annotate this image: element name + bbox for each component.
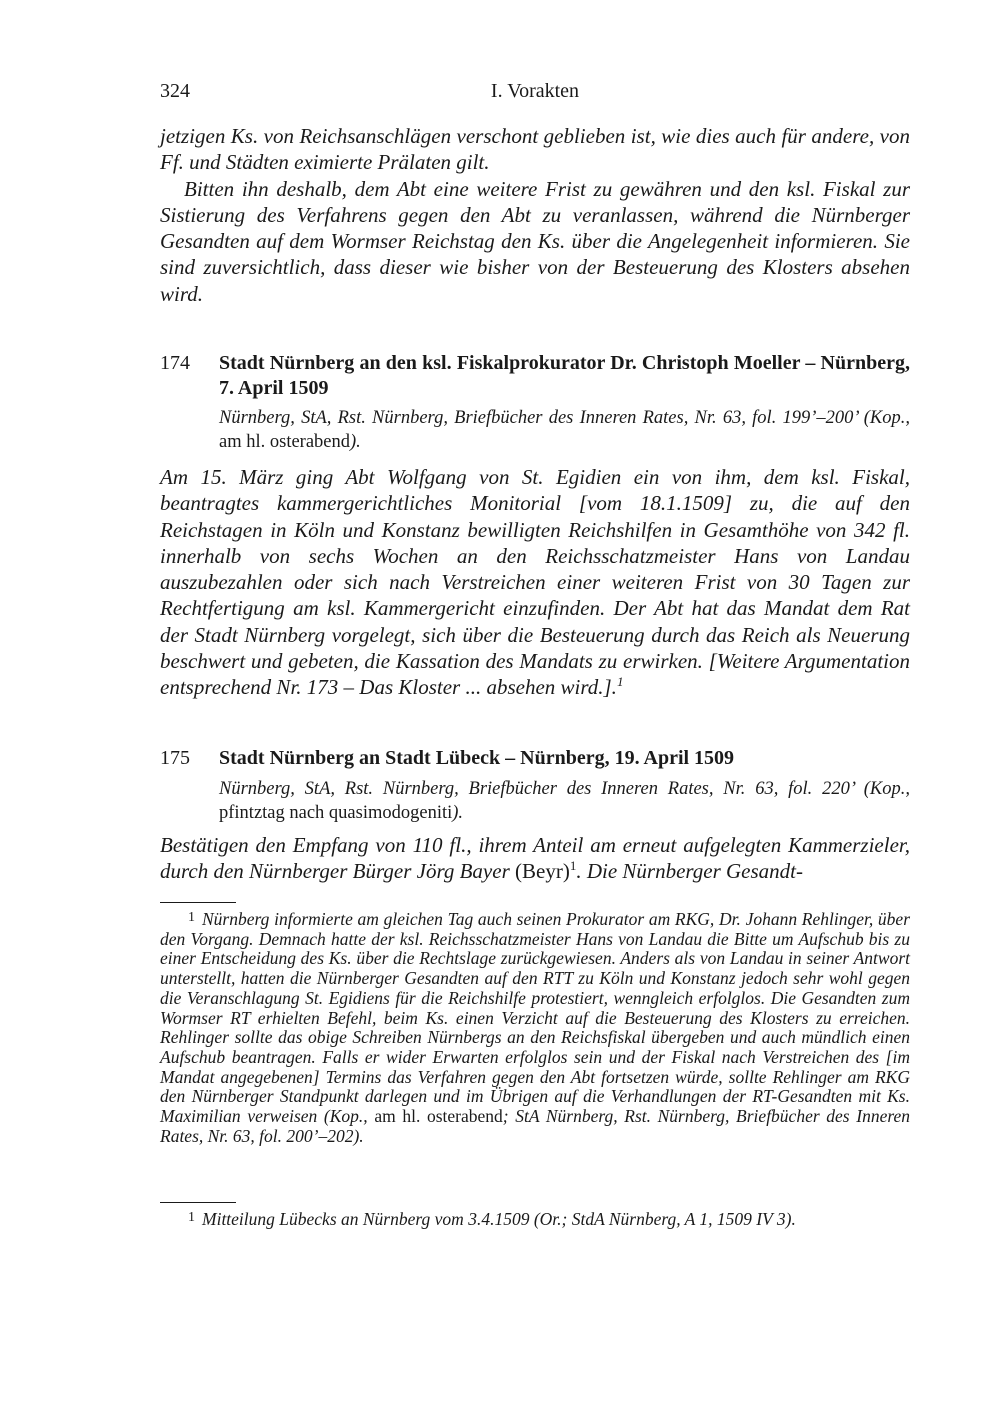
entry-174-source-date: am hl. osterabend xyxy=(219,432,350,452)
page-header xyxy=(160,80,910,108)
entry-174-source-archive: Nürnberg, StA, Rst. Nürnberg, Briefbücher des Inneren Rates, Nr. 63, fol. 199’–200’ (Kop., xyxy=(219,408,910,428)
entry-175-text xyxy=(160,832,910,885)
entry-175-summary xyxy=(160,832,910,885)
footnote-175 xyxy=(160,1208,910,1230)
entry-174-source xyxy=(219,406,910,454)
entry-174-number: 174 xyxy=(160,352,190,374)
footnote-ref-174: 1 xyxy=(616,674,624,690)
entry-174-text-body: Am 15. März ging Abt Wolfgang von St. Egidien ein von ihm, dem ksl. Fiskal, beantragtes kammergerichtliches Monitorial [vom 18.1.1509] zu, die auf den Reichstagen in Köln und Konstanz bewilligten Reichshilfen in Gesamthöhe von 342 fl. innerhalb von sechs Wochen an den Reichsschatzmeister Hans von Landau auszubezahlen oder sich nach Verstreichen einer weiteren Frist von 30 Tagen zur Rechtfertigung am ksl. Kammergericht einzufinden. Der Abt hat das Mandat dem Rat der Stadt Nürnberg vorgelegt, sich über die Besteuerung durch das Reich als Neuerung beschwert und gebeten, die Kassation des Mandats zu erwirken. [Weitere Argumentation entsprechend Nr. 173 – Das Kloster ... absehen wird.]. xyxy=(160,465,910,700)
entry-175-source-archive: Nürnberg, StA, Rst. Nürnberg, Briefbücher des Inneren Rates, Nr. 63, fol. 220’ (Kop., xyxy=(219,779,910,799)
page-number: 324 xyxy=(160,80,190,102)
entry-175-heading xyxy=(160,746,910,771)
entry-175-source xyxy=(219,777,910,825)
entry-175-source-date: pfintztag nach quasimodogeniti xyxy=(219,803,453,823)
running-title: I. Vorakten xyxy=(490,80,580,102)
footnote-174-text-b: ; StA Nürnberg, Rst. Nürnberg, Briefbücher des Inneren Rates, Nr. 63, fol. 200’–202). xyxy=(160,1106,911,1146)
footnote-174-text-a: Nürnberg informierte am gleichen Tag auch seinen Prokurator am RKG, Dr. Johann Rehlinger, über den Vorgang. Demnach hatte der ksl. Reichsschatzmeister Hans von Landau die Bitte um Aufschub bis zu einer Entscheidung des Ks. über die Rechtslage zurückgewiesen. Anders als von Landau in seiner Antwort unterstellt, hatten die Nürnberger Gesandten auf den RTT zu Köln und Konstanz jedoch sehr wohl gegen die Veranschlagung St. Egidiens für die Reichshilfe protestiert, wenngleich erfolglos. Die Gesandten zum Wormser RT erhielten Befehl, beim Ks. einen Verzicht auf die Besteuerung des Klosters zu erreichen. Rehlinger sollte das obige Schreiben Nürnbergs an den Reichsfiskal übergeben und auch mündlich einen Aufschub beantragen. Falls er wider Erwarten erfolglos sein und der Fiskal nach Verstreichen des [im Mandat angegebenen] Termins das Verfahren gegen den Abt fortsetzen würde, sollte Rehlinger am RKG den Nürnberger Standpunkt darlegen und im Übrigen auf die Verhandlungen der RT-Gesandten mit Ks. Maximilian verweisen (Kop., xyxy=(160,909,910,1127)
entry-175-source-end: ). xyxy=(452,803,464,823)
footnote-175-text: Mitteilung Lübecks an Nürnberg vom 3.4.1509 (Or.; StdA Nürnberg, A 1, 1509 IV 3). xyxy=(202,1209,796,1229)
entry-175-text-name: (Beyr) xyxy=(515,859,570,884)
intro-paragraph-2: Bitten ihn deshalb, dem Abt eine weitere Frist zu gewähren und den ksl. Fiskal zur Sistierung des Verfahrens gegen den Abt zu veranlassen, während die Nürnberger Gesandten auf dem Wormser Reichstag den Ks. über die Angelegenheit informieren. Sie sind zuversichtlich, dass dieser wie bisher von der Besteuerung des Klosters absehen wird. xyxy=(160,176,910,306)
entry-174-title: Stadt Nürnberg an den ksl. Fiskalprokurator Dr. Christoph Moeller – Nürnberg, 7. April 1509 xyxy=(219,352,910,399)
entry-174-heading xyxy=(160,351,910,401)
footnote-175-mark: 1 xyxy=(188,1210,195,1225)
entry-175-number: 175 xyxy=(160,747,190,769)
footnote-174-date: am hl. osterabend xyxy=(367,1106,503,1127)
footnote-174 xyxy=(160,908,910,1146)
entry-174-source-end: ). xyxy=(350,432,361,452)
entry-175-text-b: . Die Nürnberger Gesandt- xyxy=(576,859,804,884)
entry-174-text xyxy=(160,464,910,701)
intro-paragraph-1: jetzigen Ks. von Reichsanschlägen verschont geblieben ist, wie dies auch für andere, von Ff. und Städten eximierte Prälaten gilt. xyxy=(160,124,910,175)
footnote-174-mark: 1 xyxy=(188,910,195,925)
entry-175-text-a: Bestätigen den Empfang von 110 fl., ihrem Anteil am erneut aufgelegten Kammerzieler, durch den Nürnberger Bürger Jörg Bayer xyxy=(160,833,910,884)
entry-175-title: Stadt Nürnberg an Stadt Lübeck – Nürnberg, 19. April 1509 xyxy=(219,747,735,769)
intro-continuation xyxy=(160,123,910,307)
entry-174-summary xyxy=(160,464,910,701)
footnote-divider-175 xyxy=(160,1202,236,1203)
footnote-divider-174 xyxy=(160,902,236,903)
footnote-ref-175: 1 xyxy=(569,858,577,874)
